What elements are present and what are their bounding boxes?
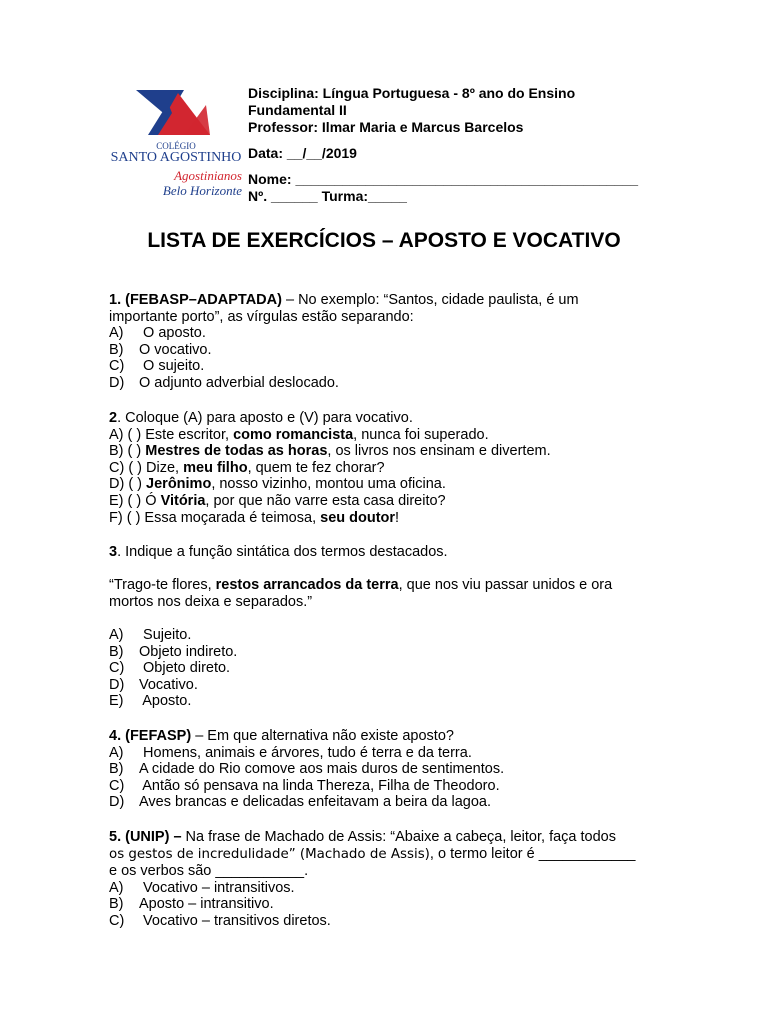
q3-quote-line-1: “Trago-te flores, restos arrancados da terra, que nos viu passar unidos e ora [109,577,613,594]
q3-text: . Indique a função sintática dos termos destacados. [117,544,448,560]
q4-number: 4. [109,728,126,744]
q1-source: (FEBASP–ADAPTADA) [125,292,282,308]
logo-line4: Belo Horizonte [162,183,242,198]
header-level: Fundamental II [248,102,347,118]
q4-option-a: A) Homens, animais e árvores, tudo é terra e da terra. [109,744,472,761]
q5-option-a: A) Vocativo – intransitivos. [109,879,295,896]
q1-text-2: importante porto”, as vírgulas estão separando: [109,308,414,325]
q2-item-f: F) ( ) Essa moçarada é teimosa, seu doutor! [109,509,400,526]
q3-option-c: C) Objeto direto. [109,660,231,677]
q2-item-e: E) ( ) Ó Vitória, por que não varre esta casa direito? [109,492,446,509]
q3-option-a: A) Sujeito. [109,626,192,643]
q1-option-a: A) O aposto. [109,325,206,342]
logo-line3: Agostinianos [174,168,242,183]
q3-option-b: B) Objeto indireto. [109,643,238,660]
header-discipline: Disciplina: Língua Portuguesa - 8º ano do Ensino [248,85,576,101]
question-2 [109,410,669,526]
q2-number: 2 [109,410,118,426]
q3-option-d: D) Vocativo. [109,676,198,693]
q2-item-d: D) ( ) Jerônimo, nosso vizinho, montou uma oficina. [109,476,446,493]
logo-line1: COLÉGIO [156,141,196,151]
question-4 [109,728,669,811]
q4-option-b: B) A cidade do Rio comove aos mais duros de sentimentos. [109,761,505,778]
q4-option-d: D) Aves brancas e delicadas enfeitavam a beira da lagoa. [109,794,491,811]
q3-option-e: E) Aposto. [109,693,192,710]
header-number-class: Nº. ______ Turma:_____ [248,188,407,204]
header-name: Nome: ____________________________________________ [248,171,639,187]
q3-number: 3 [109,544,118,560]
q4-text: – Em que alternativa não existe aposto? [191,728,454,744]
header-date: Data: __/__/2019 [248,145,357,161]
q1-text-1: – No exemplo: “Santos, cidade paulista, é um [281,292,579,308]
question-1 [109,292,669,392]
question-5 [109,829,669,930]
q5-text-2: os gestos de incredulidade” (Machado de Assis), o termo leitor é ____________ [109,845,636,862]
page-title: LISTA DE EXERCÍCIOS – APOSTO E VOCATIVO [147,229,621,252]
q1-option-c: C) O sujeito. [109,358,205,375]
q5-text-1: Na frase de Machado de Assis: “Abaixe a cabeça, leitor, faça todos [181,829,616,845]
q2-item-a: A) ( ) Este escritor, como romancista, nunca foi superado. [109,426,489,443]
school-logo [106,85,246,205]
q5-option-c: C) Vocativo – transitivos diretos. [109,912,331,929]
q1-number: 1. [109,292,122,308]
header-professor: Professor: Ilmar Maria e Marcus Barcelos [248,119,524,135]
q4-source: (FEFASP) [125,728,192,744]
q5-text-3: e os verbos são ___________. [109,863,309,880]
q3-quote-line-2: mortos nos deixa e separados.” [109,593,313,610]
q5-number: 5. [109,829,126,845]
logo-line2: SANTO AGOSTINHO [110,150,242,165]
q5-option-b: B) Aposto – intransitivo. [109,896,274,913]
q1-option-b: B) O vocativo. [109,341,212,358]
q2-item-c: C) ( ) Dize, meu filho, quem te fez chorar? [109,459,385,476]
q4-option-c: C) Antão só pensava na linda Thereza, Filha de Theodoro. [109,777,500,794]
q2-item-b: B) ( ) Mestres de todas as horas, os livros nos ensinam e divertem. [109,443,551,460]
q5-source: (UNIP) – [125,829,182,845]
q1-option-d: D) O adjunto adverbial deslocado. [109,374,339,391]
document-header [248,85,638,205]
question-3 [109,544,669,710]
q2-text: . Coloque (A) para aposto e (V) para vocativo. [117,410,413,426]
